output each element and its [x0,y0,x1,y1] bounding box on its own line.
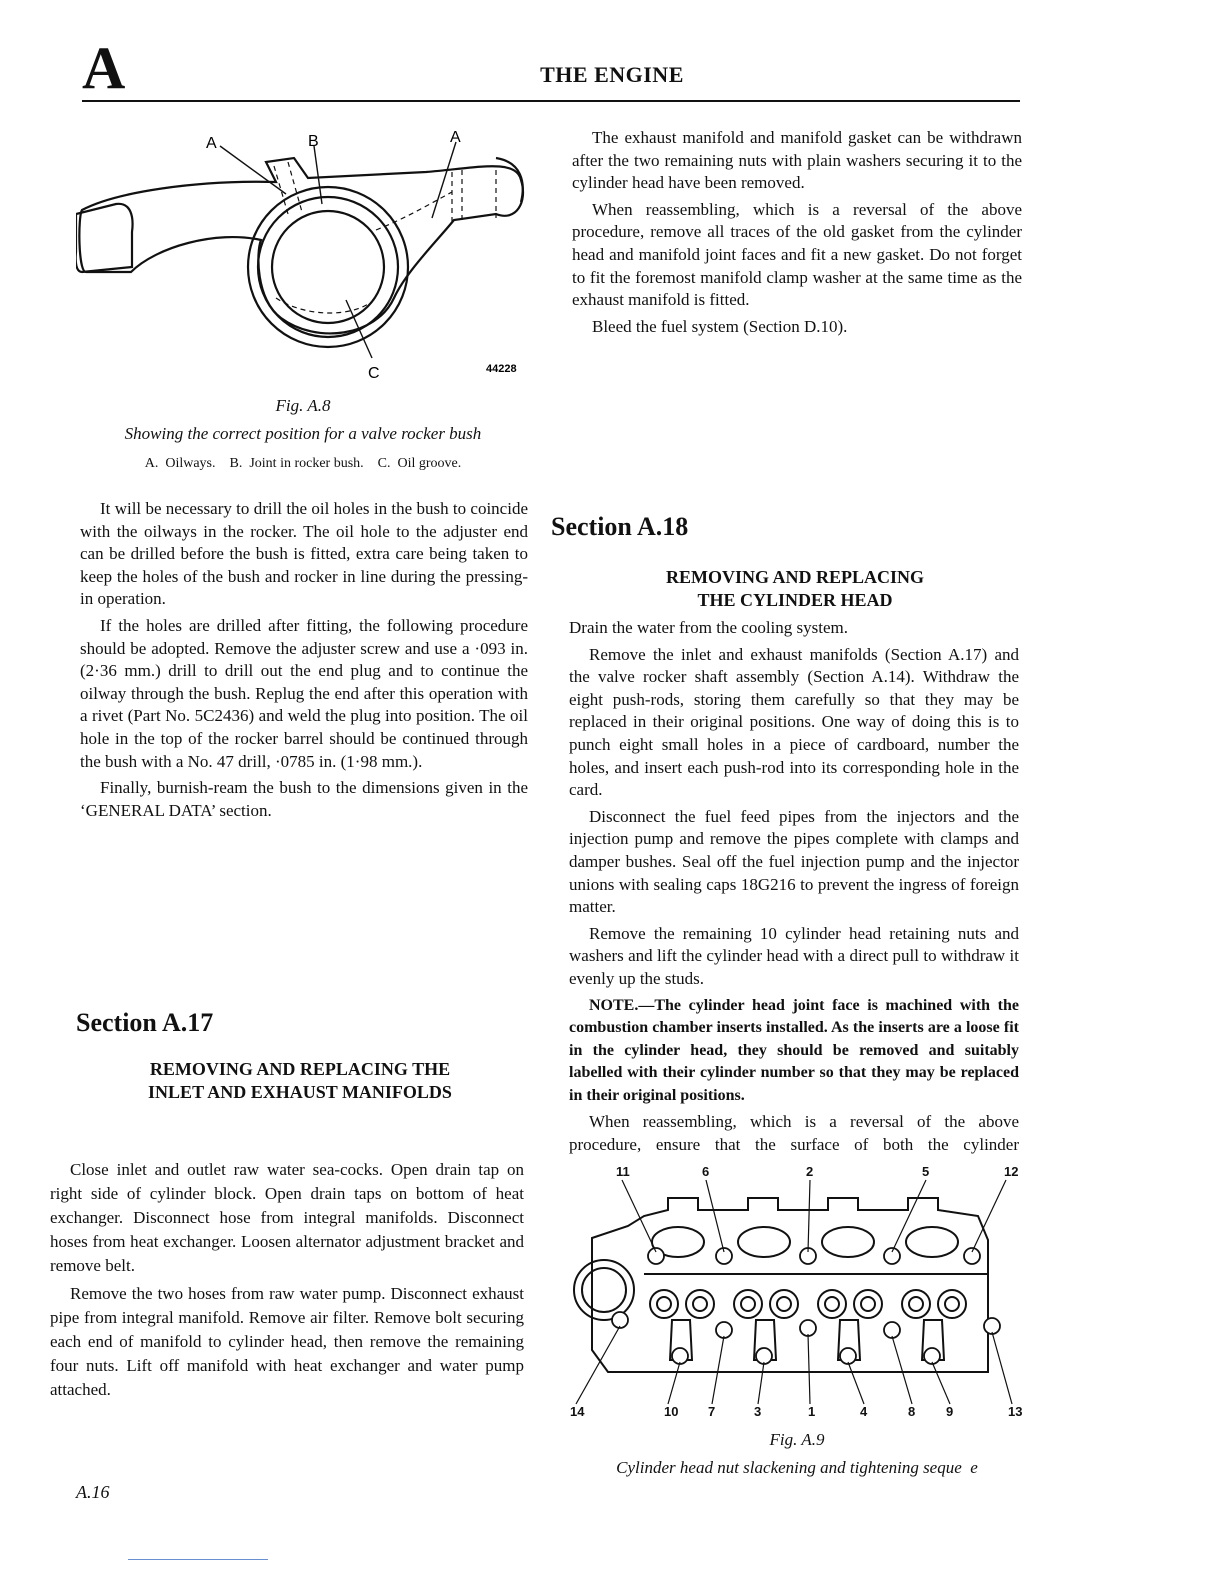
rocker-adjuster-end [76,204,133,272]
cylinder-head-nut [716,1322,732,1338]
manifold-port [738,1227,790,1257]
valve-seat [854,1290,882,1318]
leader-a-right [432,142,456,218]
sequence-number-bottom: 9 [946,1404,954,1419]
cylinder-head-nut [884,1248,900,1264]
valve-seat-inner [741,1297,755,1311]
valve-seat-inner [777,1297,791,1311]
cylinder-head-nut [924,1348,940,1364]
paragraph: The exhaust manifold and manifold gasket can be withdrawn after the two remaining nuts with plain washers securing it to the cylinder head have been removed. [572,128,1022,193]
paragraph: Close inlet and outlet raw water sea-cocks. Open drain tap on right side of cylinder block. Open drain taps on bottom of heat exchanger. Disconnect hose from integral manifolds. Disconnect hoses from heat exchanger. Loosen alternator adjustment bracket and remove belt. [50,1160,524,1275]
sequence-number-bottom: 8 [908,1404,916,1419]
sequence-number-bottom: 1 [808,1404,816,1419]
figure-a9-cylinder-head-drawing [568,1160,1028,1422]
page-title: THE ENGINE [540,62,684,87]
paragraph: Finally, burnish-ream the bush to the dimensions given in the ‘GENERAL DATA’ section. [80,778,528,820]
valve-seat [650,1290,678,1318]
valve-seat-inner [945,1297,959,1311]
leader-line [848,1362,864,1404]
valve-seat-inner [693,1297,707,1311]
oil-groove-dash [376,192,452,230]
section-a18-subheading [560,566,1030,612]
cylinder-head-nut [964,1248,980,1264]
sequence-number-bottom: 14 [570,1404,585,1419]
sequence-number-bottom: 13 [1008,1404,1023,1419]
manifold-port [906,1227,958,1257]
figure-a9-caption: Cylinder head nut slackening and tightening seque e [616,1458,978,1477]
valve-seat [770,1290,798,1318]
section-a17-subheading [60,1058,540,1104]
leader-line [706,1180,724,1252]
section-a18-text [569,617,1019,1157]
leader-line [808,1180,810,1252]
sequence-number-bottom: 3 [754,1404,762,1419]
cylinder-head-nut [800,1320,816,1336]
paragraph: Remove the two hoses from raw water pump. Disconnect exhaust pipe from integral manifold. Remove air filter. Remove bolt securing each end of manifold to cylinder head, then remove the remaining four nuts. Lift off manifold with heat exchanger and water pump attached. [50,1284,524,1399]
paragraph: Disconnect the fuel feed pipes from the injectors and the injection pump and remove the pipes complete with clamps and damper bushes. Seal off the fuel injection pump and the injector unions with sealing caps 18G216 to prevent the ingress of foreign matter. [569,806,1019,917]
subheading-line: THE CYLINDER HEAD [697,590,893,610]
sequence-number-bottom: 10 [664,1404,679,1419]
header-rule [82,100,1020,102]
valve-seat [902,1290,930,1318]
subheading-line: INLET AND EXHAUST MANIFOLDS [148,1082,452,1102]
paragraph: Remove the remaining 10 cylinder head retaining nuts and washers and lift the cylinder head with a direct pull to withdraw it evenly up the studs. [569,923,1019,988]
oil-groove-lower-dash [276,298,376,313]
figure-a8-ref-number: 44228 [486,363,517,375]
leader-c [346,300,372,358]
cylinder-head-nut [612,1312,628,1328]
figure-a8-label: Fig. A.8 [275,396,331,415]
section-a17-heading: Section A.17 [76,1008,214,1037]
paragraph: Remove the inlet and exhaust manifolds (Section A.17) and the valve rocker shaft assembly (Section A.14). Withdraw the eight push-rods, storing them carefully so that they may be replaced in their original positions. One way of doing this is to punch eight small holes in a piece of cardboard, number the holes, and insert each push-rod into its corresponding hole in the card. [569,644,1019,800]
cylinder-head-nut [648,1248,664,1264]
leader-line [758,1362,764,1404]
valve-seat-inner [861,1297,875,1311]
paragraph: It will be necessary to drill the oil holes in the bush to coincide with the oilways in the rocker. The oil hole to the adjuster end can be drilled before the bush is fitted, extra care being taken to keep the holes of the bush and rocker in line during the pressing-in operation. [80,499,528,609]
paragraph: If the holes are drilled after fitting, the following procedure should be adopted. Remove the adjuster screw and use a ·093 in. (2·36 mm.) drill to drill out the end plug and to continue the oilway through the bush. Replug the end after this operation with a rivet (Part No. 5C2436) and weld the plug into position. The oil hole in the top of the rocker barrel should be continued through the bush with a No. 47 drill, ·0785 in. (1·98 mm.). [80,615,528,771]
leader-line [992,1332,1012,1404]
sequence-number-top: 2 [806,1164,814,1179]
cylinder-head-nut [840,1348,856,1364]
cylinder-head-nut [672,1348,688,1364]
label-b: B [308,133,319,150]
leader-line [576,1326,620,1404]
footnote-rule [128,1559,268,1560]
sequence-number-top: 5 [922,1164,930,1179]
page-number: A.16 [76,1482,110,1502]
valve-seat-inner [825,1297,839,1311]
valve-seat [938,1290,966,1318]
label-a-right: A [450,129,461,146]
leader-line [668,1362,680,1404]
leader-line [892,1180,926,1252]
figure-a8-legend: A. Oilways. B. Joint in rocker bush. C. Oil groove. [144,456,462,471]
paragraph: Drain the water from the cooling system. [569,618,849,637]
rocker-bush-outer [258,197,398,337]
leader-line [808,1334,810,1404]
cylinder-head-nut [756,1348,772,1364]
leader-a-left [220,146,286,194]
leader-line [932,1362,950,1404]
manifold-port [822,1227,874,1257]
valve-seat-inner [909,1297,923,1311]
left-column-text [80,498,528,822]
section-a18-heading: Section A.18 [551,512,689,541]
section-a17-text [50,1158,524,1402]
leader-b [314,146,322,204]
figure-a8-rocker-bush-drawing [76,122,536,384]
paragraph: When reassembling, which is a reversal of the above procedure, ensure that the surface of both the cylinder [569,1112,1019,1155]
right-column-top-text [572,127,1022,338]
leader-line [892,1336,912,1404]
rocker-right-boss [496,158,523,202]
cylinder-head-nut [984,1318,1000,1334]
label-a-left: A [206,135,217,152]
figure-a8-caption: Showing the correct position for a valve rocker bush [124,424,482,443]
valve-seat [734,1290,762,1318]
leader-line [712,1336,724,1404]
valve-seat [686,1290,714,1318]
sequence-number-bottom: 7 [708,1404,716,1419]
figure-a9-label: Fig. A.9 [769,1430,825,1449]
sequence-number-top: 11 [616,1164,630,1179]
sequence-number-top: 6 [702,1164,710,1179]
sequence-number-bottom: 4 [860,1404,868,1419]
valve-seat [818,1290,846,1318]
sequence-number-top: 12 [1004,1164,1019,1179]
subheading-line: REMOVING AND REPLACING THE [149,1059,451,1079]
note-paragraph: NOTE.—The cylinder head joint face is machined with the combustion chamber inserts installed. As the inserts are a loose fit in the cylinder head, they should be removed and suitably labelled with their cylinder number so that they may be replaced in their original positions. [569,996,1019,1104]
paragraph: When reassembling, which is a reversal of the above procedure, remove all traces of the old gasket from the cylinder head and manifold joint faces and fit a new gasket. Do not forget to fit the foremost manifold clamp washer at the same time as the exhaust manifold is fitted. [572,199,1022,310]
rocker-bush-inner [272,211,384,323]
section-letter: A [82,35,126,101]
paragraph: Bleed the fuel system (Section D.10). [592,316,848,336]
cylinder-head-outline [592,1198,988,1372]
valve-seat-inner [657,1297,671,1311]
label-c: C [368,365,380,382]
thermostat-housing-inner [582,1268,626,1312]
rocker-body-outline [79,158,523,333]
leader-line [622,1180,656,1252]
cylinder-head-nut [884,1322,900,1338]
subheading-line: REMOVING AND REPLACING [665,567,924,587]
